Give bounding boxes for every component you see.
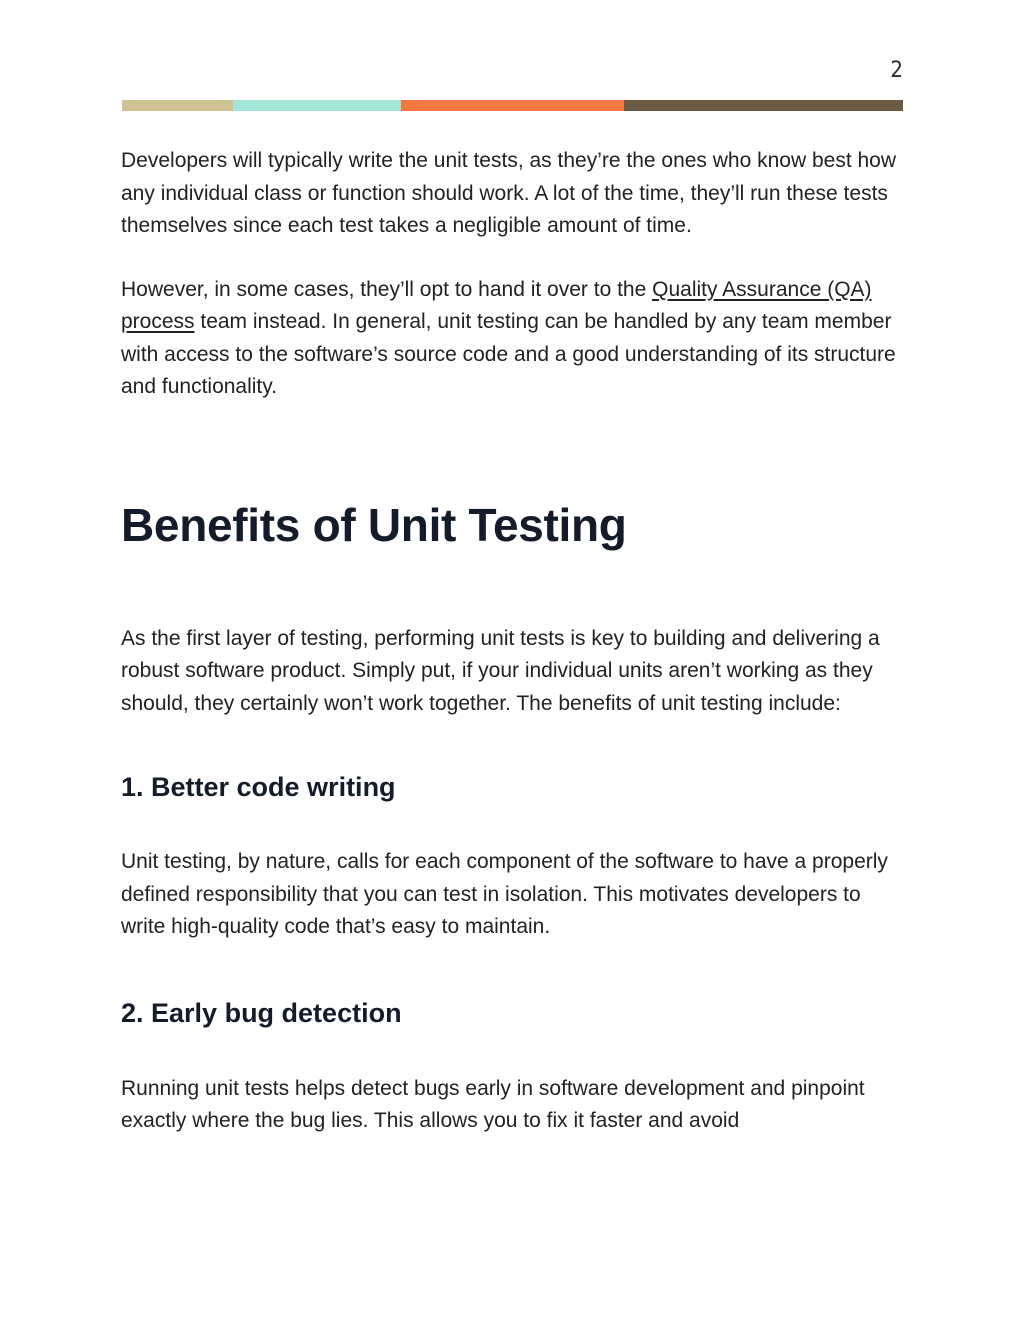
paragraph-early-bug: Running unit tests helps detect bugs early in software development and pinpoint exactly where the bug lies. This allows you to fix it faster and avoid <box>121 1076 865 1132</box>
page-number: 2 <box>890 58 903 83</box>
qa-process-link[interactable]: Quality Assurance (QA) process <box>121 277 872 333</box>
paragraph-developers: Developers will typically write the unit tests, as they’re the ones who know best how any individual class or function should work. A lot of the time, they’ll run these tests themselves since each test takes a negligible amount of time. <box>121 149 897 237</box>
color-bar-segment-orange <box>401 100 624 111</box>
color-bar <box>122 100 903 111</box>
paragraph-qa-text-end: team instead. In general, unit testing can be handled by any team member with access to the software’s source code and a good understanding of its structure and functionality. <box>121 310 896 398</box>
color-bar-segment-mint <box>233 100 401 111</box>
color-bar-segment-brown <box>624 100 903 111</box>
subheading-early-bug: 2. Early bug detection <box>121 997 402 1028</box>
paragraph-qa <box>121 274 906 404</box>
paragraph-qa-text-start: However, in some cases, they’ll opt to hand it over to the <box>121 277 653 301</box>
paragraph-better-code: Unit testing, by nature, calls for each component of the software to have a properly defined responsibility that you can test in isolation. This motivates developers to write high-quality code that’s easy to maintain. <box>121 850 888 938</box>
subheading-better-code: 1. Better code writing <box>121 772 396 802</box>
section-heading: Benefits of Unit Testing <box>121 498 627 551</box>
document-body <box>121 145 906 1138</box>
paragraph-first-layer: As the first layer of testing, performing unit tests is key to building and delivering a robust software product. Simply put, if your individual units aren’t working as they should, they certainly won’t work together. The benefits of unit testing include: <box>121 626 880 715</box>
color-bar-segment-tan <box>122 100 233 111</box>
